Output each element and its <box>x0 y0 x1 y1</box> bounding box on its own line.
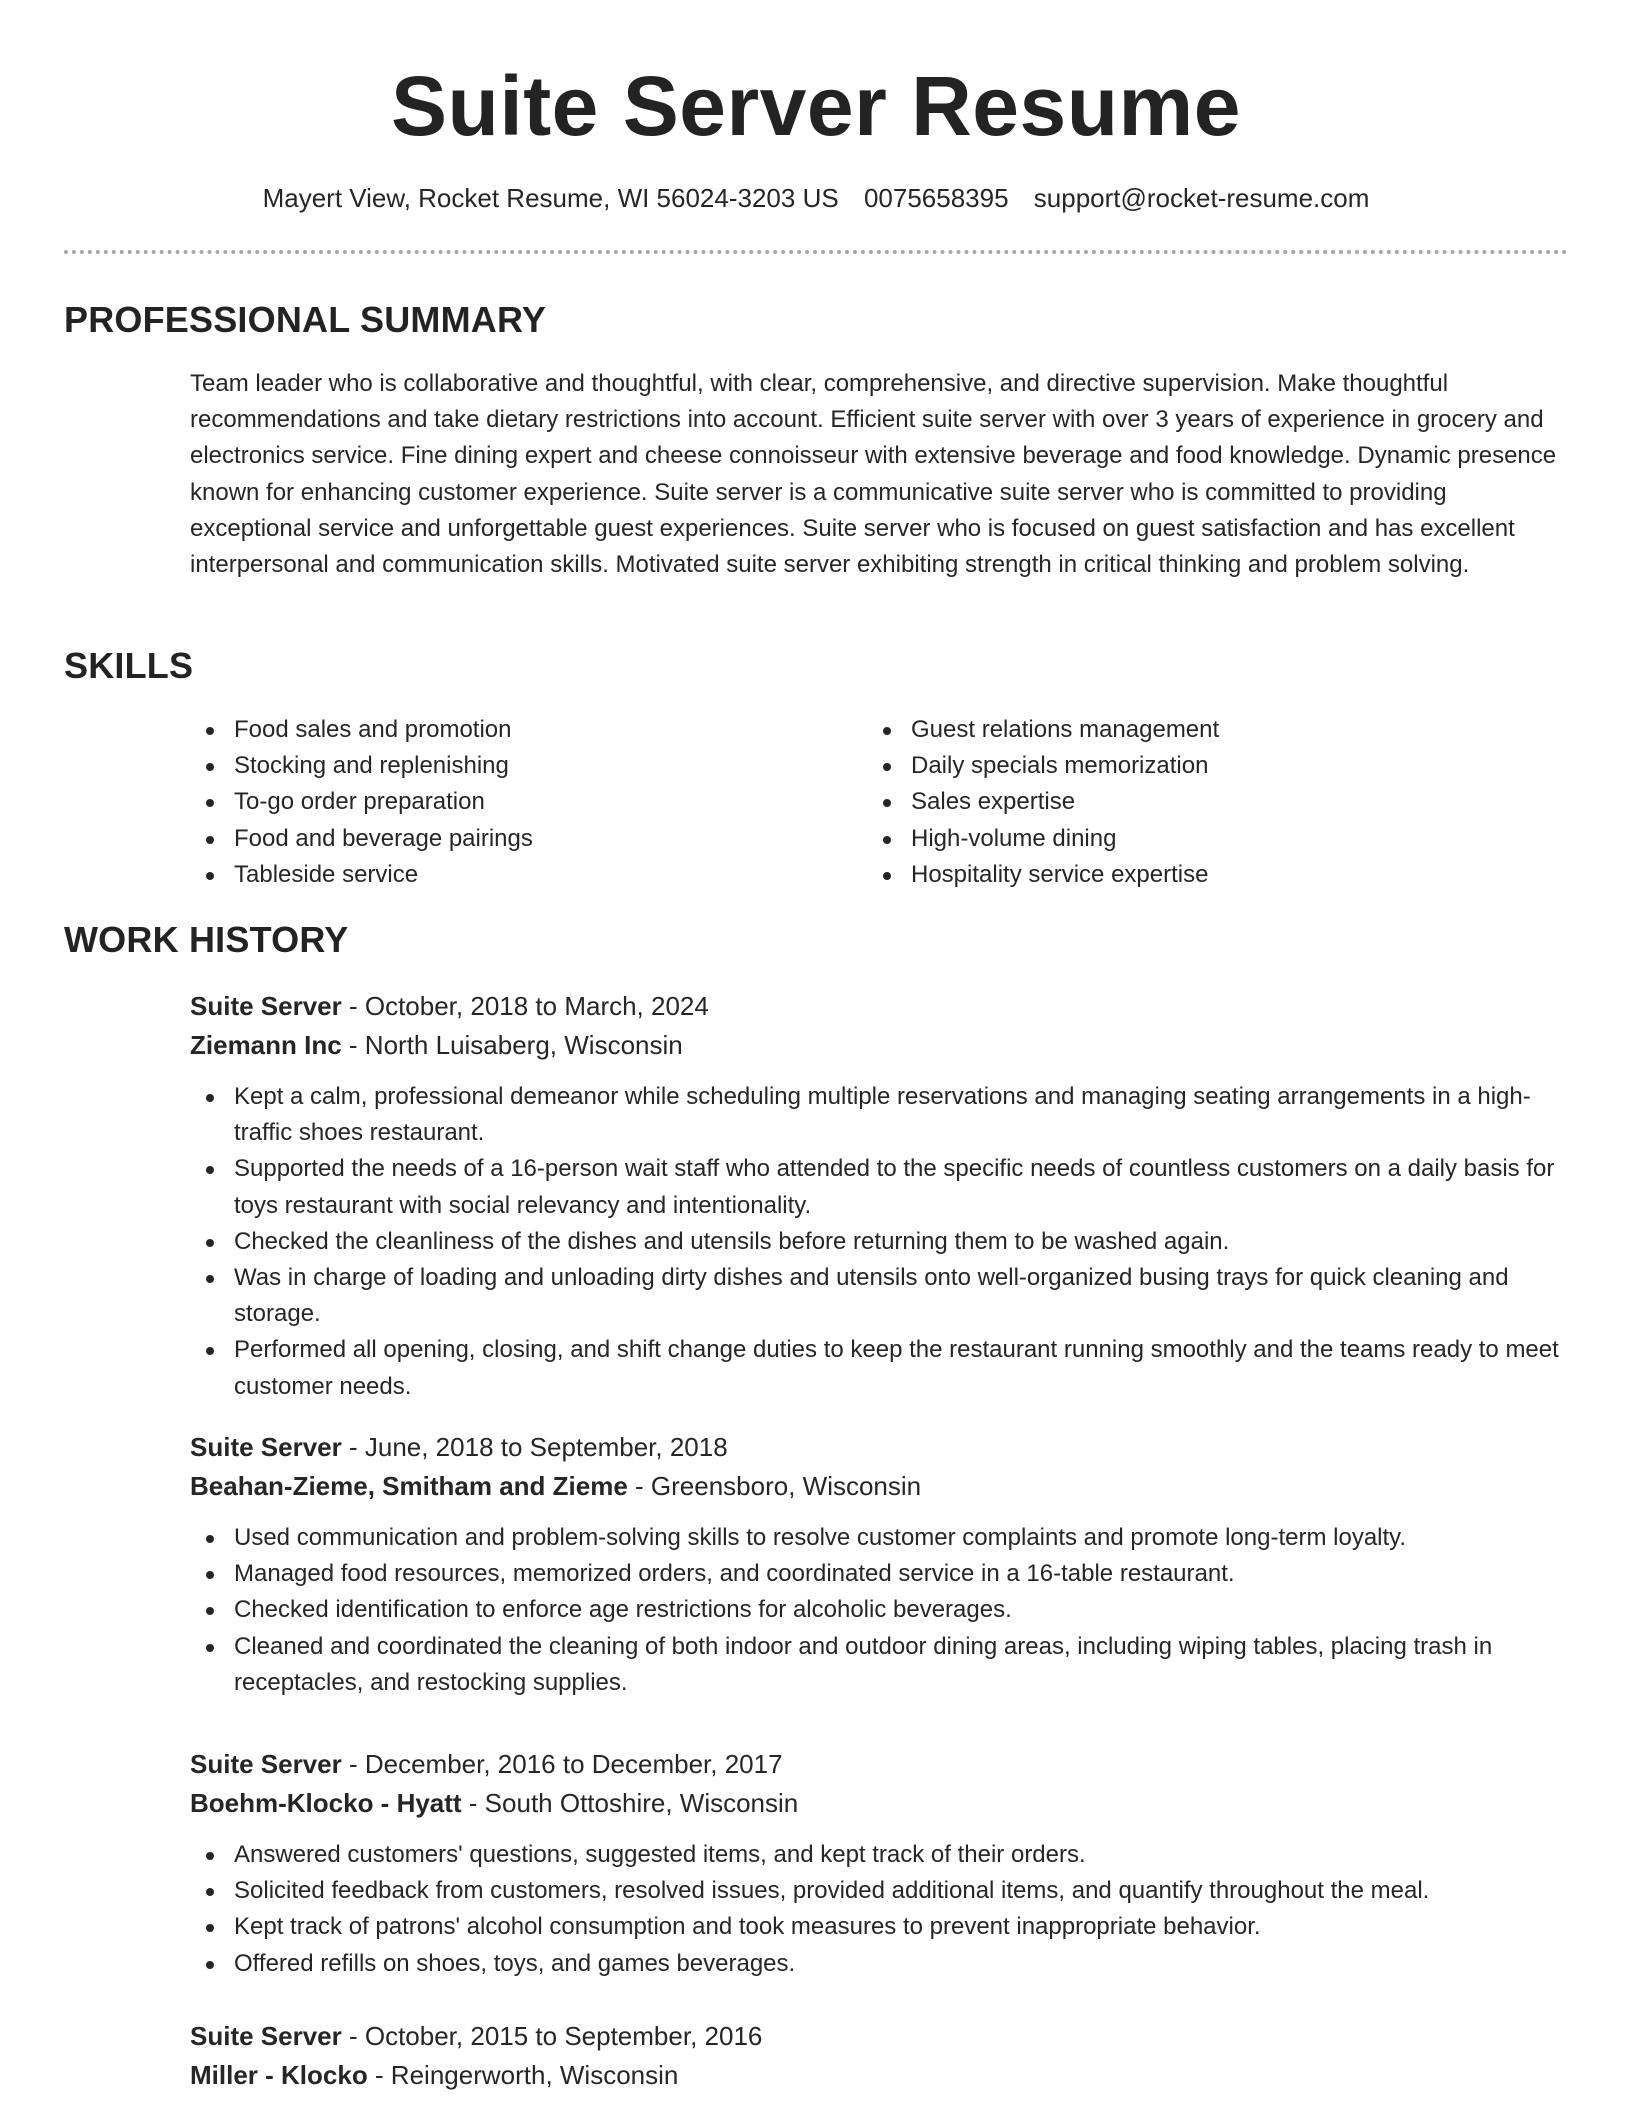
job-role: Suite Server <box>190 1749 342 1779</box>
job-role-line <box>190 2017 1570 2056</box>
job-company: Ziemann Inc <box>190 1030 342 1060</box>
job-company: Boehm-Klocko - Hyatt <box>190 1788 462 1818</box>
skill-item: Stocking and replenishing <box>190 748 830 784</box>
job-role-line <box>190 1428 1570 1467</box>
job-company: Beahan-Zieme, Smitham and Zieme <box>190 1471 628 1501</box>
job-duty: Performed all opening, closing, and shift change duties to keep the restaurant running smoothly and the teams ready to meet customer needs. <box>190 1332 1570 1404</box>
job-duties-list <box>190 1837 1570 1982</box>
job-duty: Kept a calm, professional demeanor while scheduling multiple reservations and managing seating arrangements in a high-traffic shoes restaurant. <box>190 1079 1570 1151</box>
contact-address: Mayert View, Rocket Resume, WI 56024-3203 US <box>262 183 839 213</box>
job-duty: Cleaned and coordinated the cleaning of both indoor and outdoor dining areas, including wiping tables, placing trash in receptacles, and restocking supplies. <box>190 1629 1570 1701</box>
contact-line <box>0 181 1632 215</box>
job-role: Suite Server <box>190 1432 342 1462</box>
skill-item: Daily specials memorization <box>867 748 1507 784</box>
skill-item: Guest relations management <box>867 712 1507 748</box>
skill-item: Food and beverage pairings <box>190 821 830 857</box>
job-dates: - December, 2016 to December, 2017 <box>341 1749 783 1779</box>
job-company-line <box>190 1026 1570 1065</box>
job-company-line <box>190 1467 1570 1506</box>
skill-item: Food sales and promotion <box>190 712 830 748</box>
job-dates: - October, 2018 to March, 2024 <box>341 991 709 1021</box>
job-role-line <box>190 1745 1570 1784</box>
job-duty: Supported the needs of a 16-person wait staff who attended to the specific needs of countless customers on a daily basis for toys restaurant with social relevancy and intentionality. <box>190 1151 1570 1223</box>
skills-list-left <box>190 712 830 893</box>
skill-item: To-go order preparation <box>190 784 830 820</box>
section-title-skills: SKILLS <box>64 645 194 686</box>
job-dates: - October, 2015 to September, 2016 <box>341 2021 763 2051</box>
job-duty: Solicited feedback from customers, resolved issues, provided additional items, and quantify throughout the meal. <box>190 1873 1570 1909</box>
job-duty: Managed food resources, memorized orders, and coordinated service in a 16-table restaurant. <box>190 1556 1570 1592</box>
job-duty: Used communication and problem-solving skills to resolve customer complaints and promote long-term loyalty. <box>190 1520 1570 1556</box>
skill-item: High-volume dining <box>867 821 1507 857</box>
job-entry <box>190 1428 1570 1701</box>
job-entry <box>190 1745 1570 1982</box>
job-duty: Offered refills on shoes, toys, and games beverages. <box>190 1946 1570 1982</box>
job-duty: Was in charge of loading and unloading dirty dishes and utensils onto well-organized busing trays for quick cleaning and storage. <box>190 1260 1570 1332</box>
job-role-line <box>190 987 1570 1026</box>
contact-phone: 0075658395 <box>863 183 1009 213</box>
job-company-line <box>190 2056 1570 2095</box>
skill-item: Hospitality service expertise <box>867 857 1507 893</box>
resume-title: Suite Server Resume <box>391 59 1241 153</box>
job-duty: Answered customers' questions, suggested items, and kept track of their orders. <box>190 1837 1570 1873</box>
job-company-line <box>190 1784 1570 1823</box>
section-title-summary: PROFESSIONAL SUMMARY <box>64 299 547 340</box>
job-location: - South Ottoshire, Wisconsin <box>461 1788 799 1818</box>
job-duties-list <box>190 1079 1570 1405</box>
job-entry <box>190 987 1570 1405</box>
job-duty: Kept track of patrons' alcohol consumption and took measures to prevent inappropriate behavior. <box>190 1909 1570 1945</box>
job-duty: Checked the cleanliness of the dishes and utensils before returning them to be washed again. <box>190 1224 1570 1260</box>
contact-email: support@rocket-resume.com <box>1033 183 1370 213</box>
skill-item: Tableside service <box>190 857 830 893</box>
job-entry <box>190 2017 1570 2095</box>
job-company: Miller - Klocko <box>190 2060 368 2090</box>
job-location: - North Luisaberg, Wisconsin <box>341 1030 683 1060</box>
header-divider <box>64 250 1568 254</box>
job-duty: Checked identification to enforce age restrictions for alcoholic beverages. <box>190 1592 1570 1628</box>
job-location: - Reingerworth, Wisconsin <box>367 2060 679 2090</box>
job-duties-list <box>190 1520 1570 1701</box>
skill-item: Sales expertise <box>867 784 1507 820</box>
job-role: Suite Server <box>190 991 342 1021</box>
section-title-work-history: WORK HISTORY <box>64 919 349 960</box>
job-dates: - June, 2018 to September, 2018 <box>341 1432 728 1462</box>
job-role: Suite Server <box>190 2021 342 2051</box>
job-location: - Greensboro, Wisconsin <box>627 1471 922 1501</box>
summary-text: Team leader who is collaborative and thoughtful, with clear, comprehensive, and directive supervision. Make thoughtful recommendations and take dietary restrictions into account. Efficient suite server with over 3 years of experience in grocery and electronics service. Fine dining expert and cheese connoisseur with extensive beverage and food knowledge. Dynamic presence known for enhancing customer experience. Suite server is a communicative suite server who is committed to providing exceptional service and unforgettable guest experiences. Suite server who is focused on guest satisfaction and has excellent interpersonal and communication skills. Motivated suite server exhibiting strength in critical thinking and problem solving. <box>190 370 1557 579</box>
skills-list-right <box>867 712 1507 893</box>
